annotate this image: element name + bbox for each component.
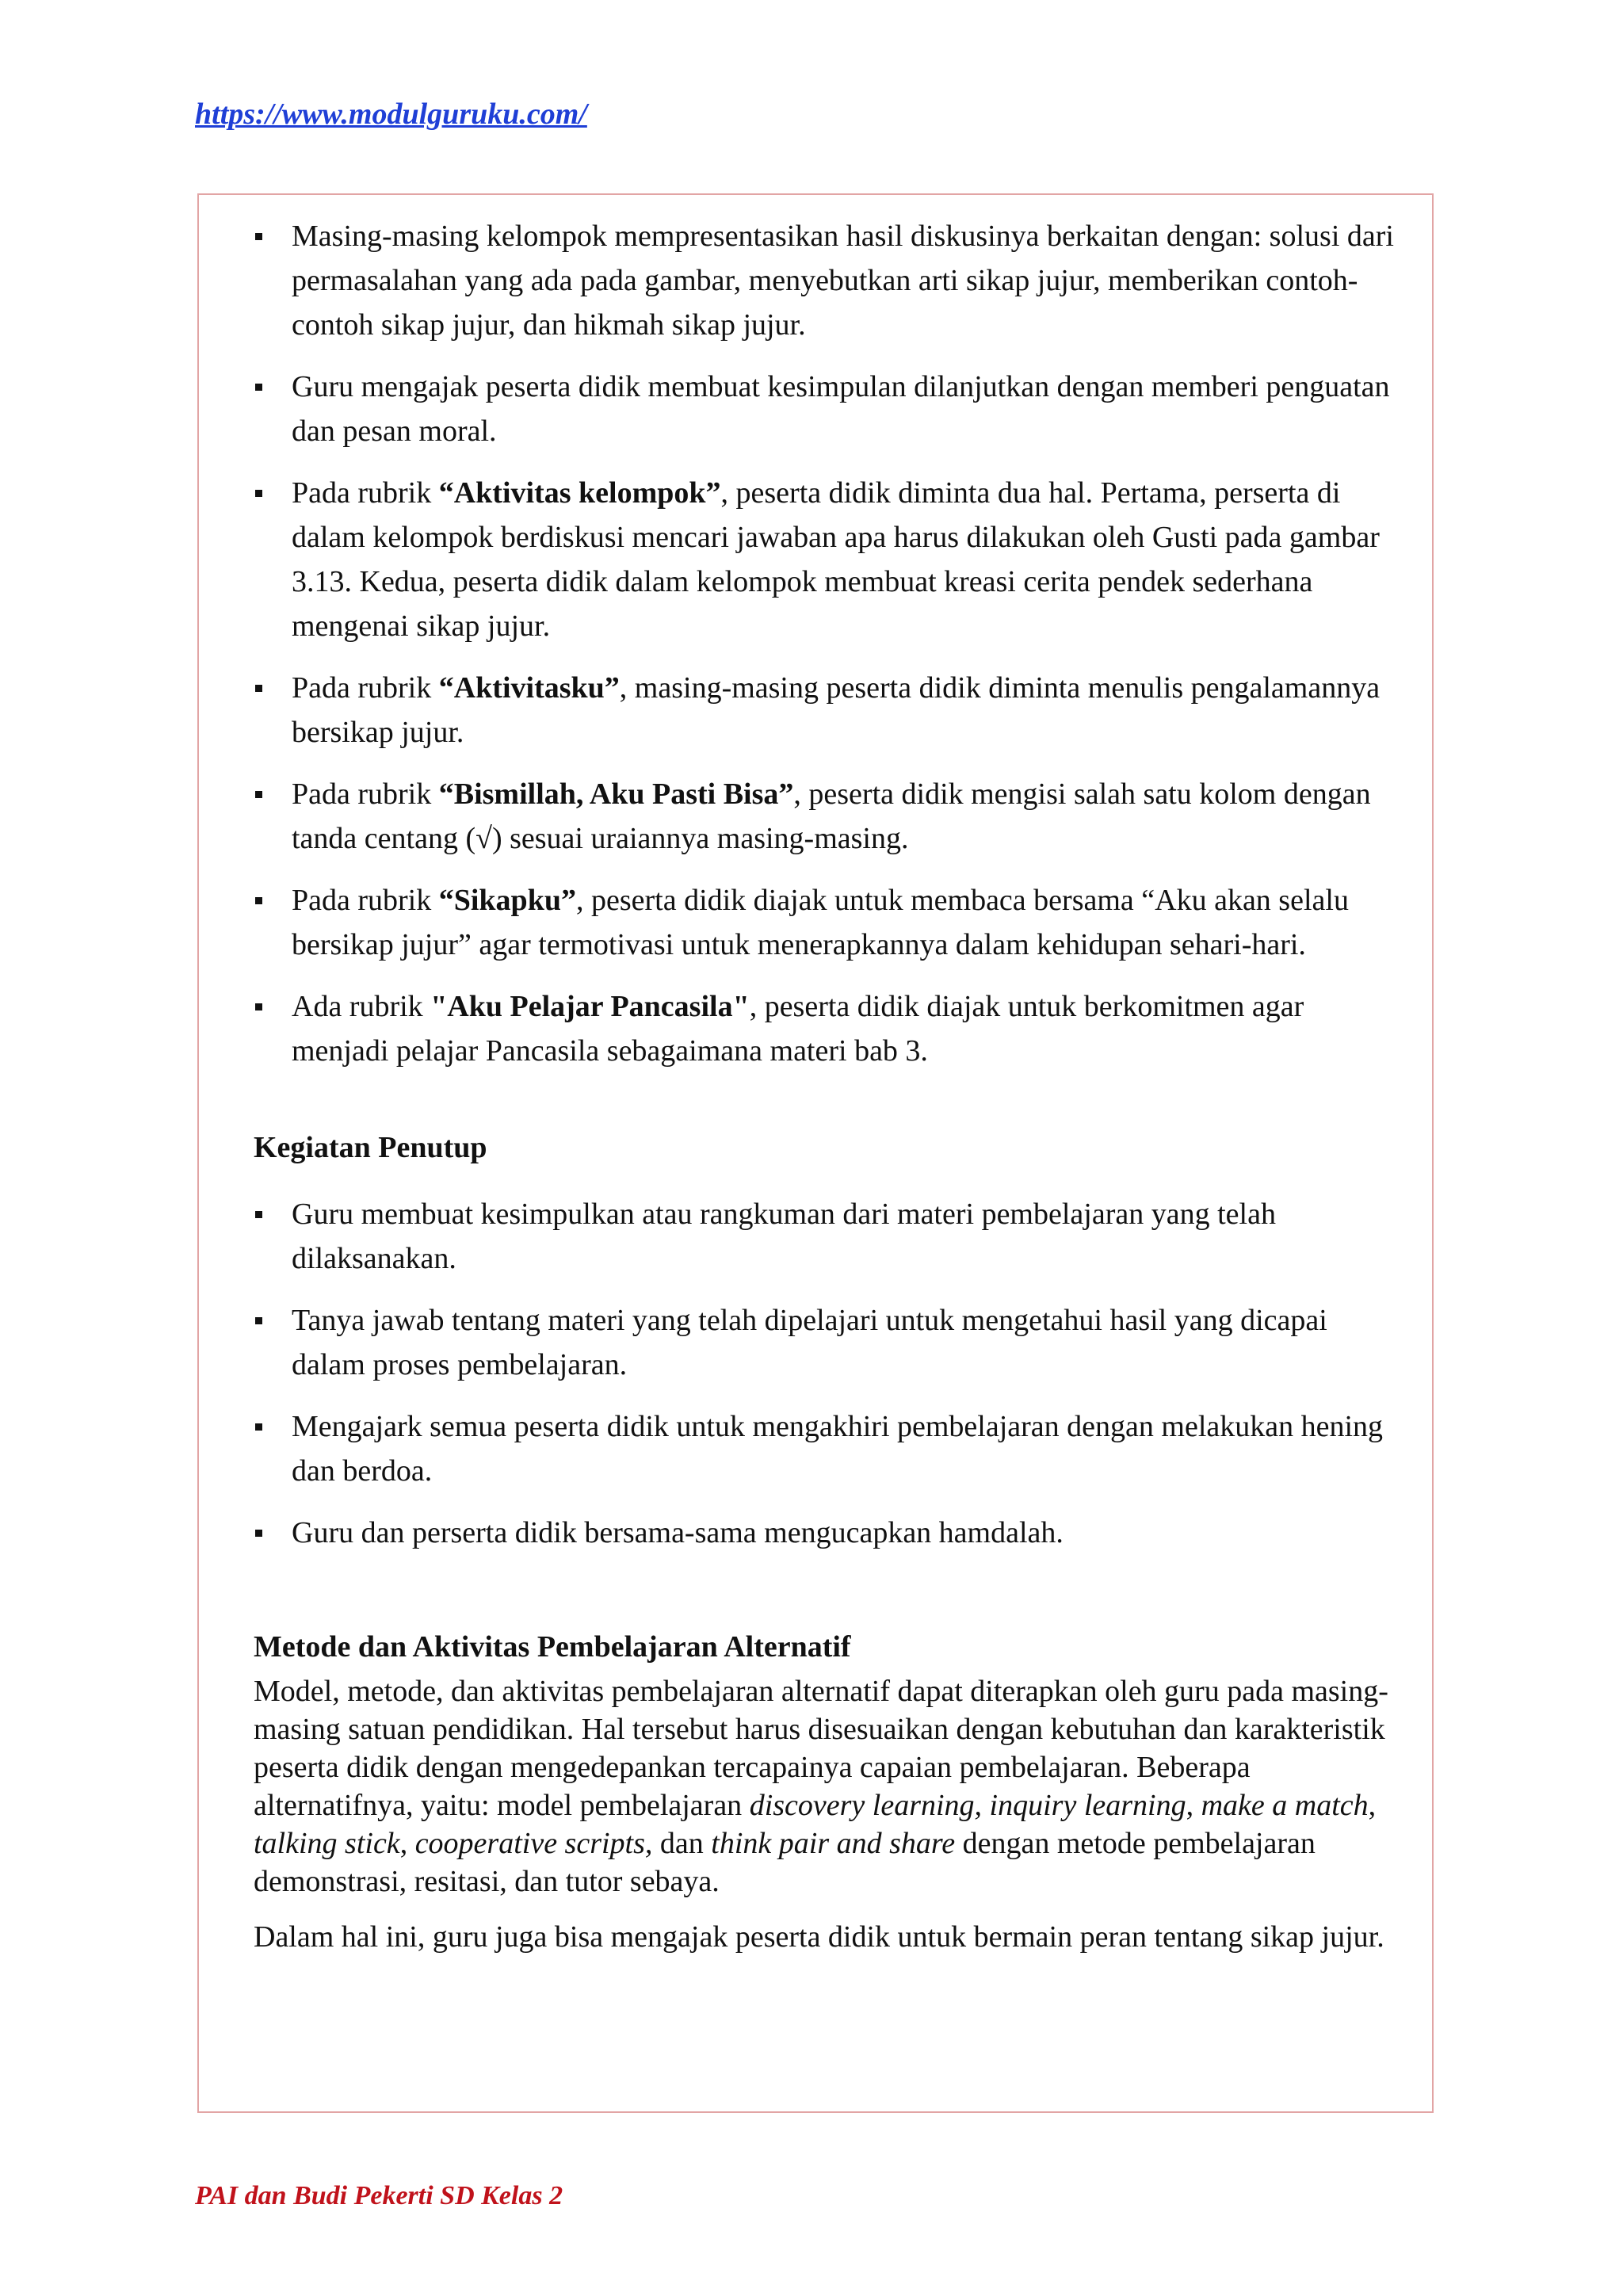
list-item: Guru dan perserta didik bersama-sama mengucapkan hamdalah. (254, 1511, 1395, 1555)
header-url-link[interactable]: https://www.modulguruku.com/ (195, 97, 587, 131)
list-item: Tanya jawab tentang materi yang telah dipelajari untuk mengetahui hasil yang dicapai dalam proses pembelajaran. (254, 1298, 1395, 1387)
rubric-name: “Bismillah, Aku Pasti Bisa” (438, 777, 794, 811)
list-item: Guru mengajak peserta didik membuat kesimpulan dilanjutkan dengan memberi penguatan dan pesan moral. (254, 365, 1395, 453)
paragraph-metode: Model, metode, dan aktivitas pembelajaran alternatif dapat diterapkan oleh guru pada masing-masing satuan pendidikan. Hal tersebut harus disesuaikan dengan kebutuhan dan karakteristik peserta didik dengan mengedepankan tercapainya capaian pembelajaran. Beberapa alternatifnya, yaitu: model pembelajaran discovery learning, inquiry learning, make a match, talking stick, cooperative scripts, dan think pair and share dengan metode pembelajaran demonstrasi, resitasi, dan tutor sebaya. (254, 1675, 1388, 1898)
list-item: Pada rubrik “Bismillah, Aku Pasti Bisa”, peserta didik mengisi salah satu kolom dengan tanda centang (√) sesuai uraiannya masing-masing. (254, 772, 1395, 861)
list-item: Mengajark semua peserta didik untuk mengakhiri pembelajaran dengan melakukan hening dan berdoa. (254, 1404, 1395, 1493)
list-item: Masing-masing kelompok mempresentasikan hasil diskusinya berkaitan dengan: solusi dari permasalahan yang ada pada gambar, menyebutkan arti sikap jujur, memberikan contoh-contoh sikap jujur, dan hikmah sikap jujur. (254, 214, 1395, 347)
list-item: Pada rubrik “Aktivitasku”, masing-masing peserta didik diminta menulis pengalamannya bersikap jujur. (254, 666, 1395, 755)
activity-list (254, 214, 1395, 1073)
rubric-name: “Sikapku” (438, 884, 576, 917)
list-item: Pada rubrik “Aktivitas kelompok”, peserta didik diminta dua hal. Pertama, perserta di dalam kelompok berdiskusi mencari jawaban apa harus dilakukan oleh Gusti pada gambar 3.13. Kedua, peserta didik dalam kelompok membuat kreasi cerita pendek sederhana mengenai sikap jujur. (254, 471, 1395, 648)
list-item: Pada rubrik “Sikapku”, peserta didik diajak untuk membaca bersama “Aku akan selalu bersikap jujur” agar termotivasi untuk menerapkannya dalam kehidupan sehari-hari. (254, 878, 1395, 967)
footer-title: PAI dan Budi Pekerti SD Kelas 2 (195, 2181, 563, 2210)
rubric-name: “Aktivitasku” (438, 671, 620, 705)
closing-activity-list (254, 1192, 1395, 1555)
list-item: Guru membuat kesimpulkan atau rangkuman dari materi pembelajaran yang telah dilaksanakan. (254, 1192, 1395, 1281)
paragraph-bermain-peran: Dalam hal ini, guru juga bisa mengajak peserta didik untuk bermain peran tentang sikap jujur. (254, 1920, 1384, 1954)
rubric-name: “Aktivitas kelompok” (438, 476, 721, 510)
rubric-name: "Aku Pelajar Pancasila" (430, 990, 750, 1023)
section-heading-kegiatan-penutup: Kegiatan Penutup (254, 1131, 487, 1164)
list-item: Ada rubrik "Aku Pelajar Pancasila", peserta didik diajak untuk berkomitmen agar menjadi pelajar Pancasila sebagaimana materi bab 3. (254, 984, 1395, 1073)
section-heading-metode: Metode dan Aktivitas Pembelajaran Alternatif (254, 1630, 851, 1664)
content-body (254, 214, 1395, 1973)
